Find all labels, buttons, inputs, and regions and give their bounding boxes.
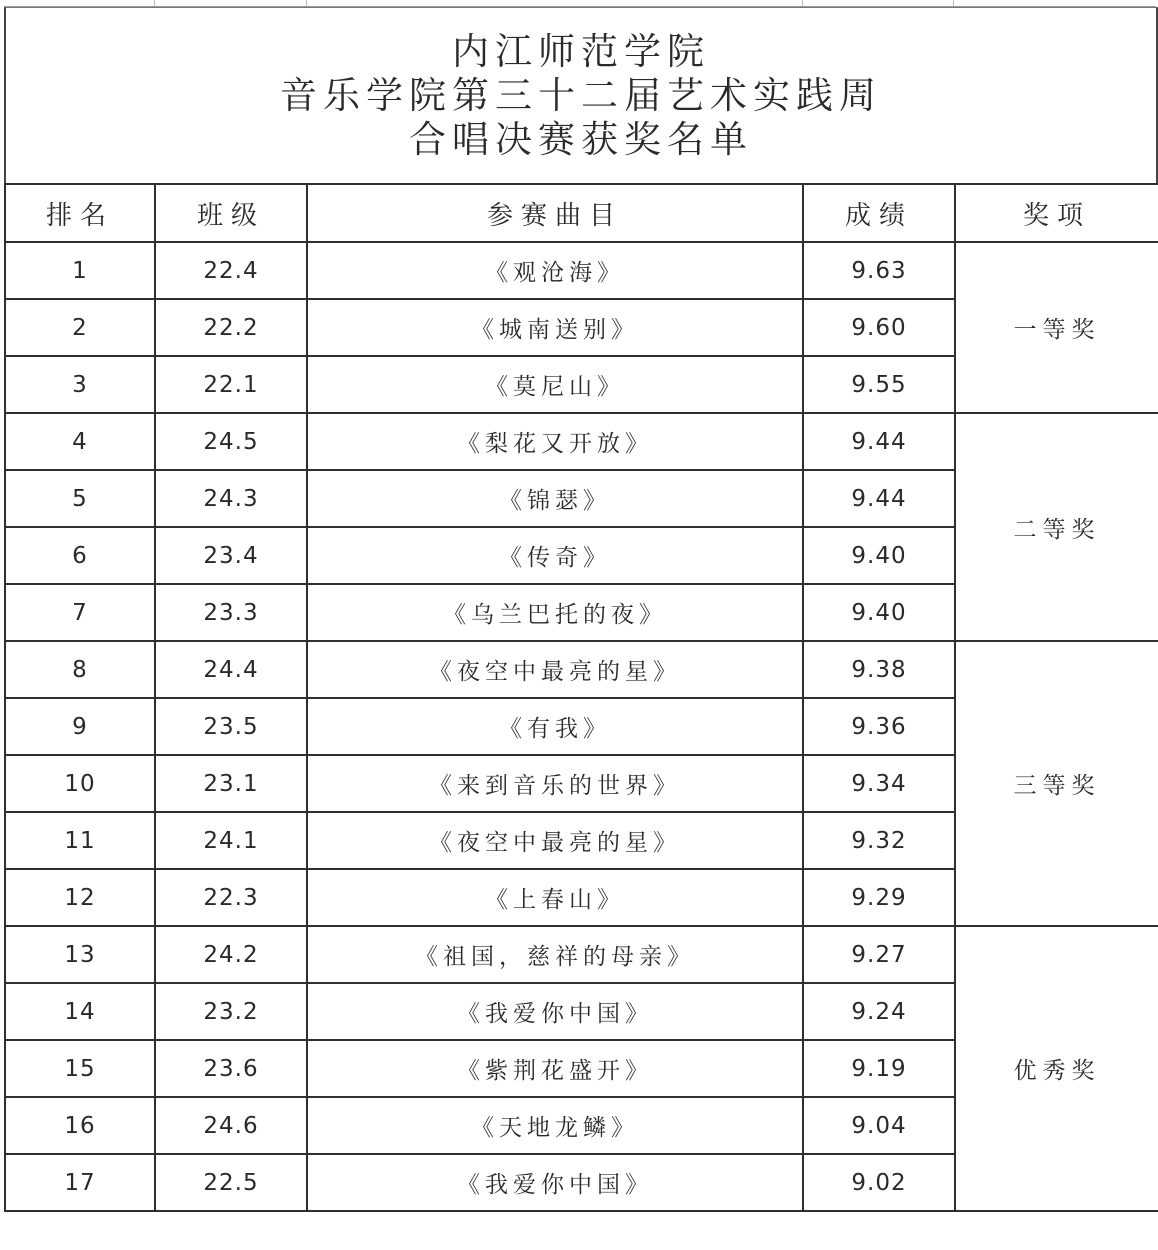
score-cell: 9.32 [803, 812, 955, 869]
document-title [4, 7, 1158, 184]
score-cell: 9.44 [803, 470, 955, 527]
column-tick [802, 0, 803, 6]
rank-cell: 3 [5, 356, 155, 413]
table-row [5, 926, 1158, 983]
song-cell: 《乌兰巴托的夜》 [307, 584, 803, 641]
rank-cell: 6 [5, 527, 155, 584]
score-cell: 9.29 [803, 869, 955, 926]
score-cell: 9.55 [803, 356, 955, 413]
class-cell: 24.2 [155, 926, 307, 983]
award-first: 一等奖 [955, 242, 1158, 413]
song-cell: 《锦瑟》 [307, 470, 803, 527]
class-cell: 22.4 [155, 242, 307, 299]
rank-cell: 13 [5, 926, 155, 983]
class-cell: 23.1 [155, 755, 307, 812]
song-cell: 《祖国，慈祥的母亲》 [307, 926, 803, 983]
score-cell: 9.34 [803, 755, 955, 812]
song-cell: 《上春山》 [307, 869, 803, 926]
song-cell: 《传奇》 [307, 527, 803, 584]
award-second: 二等奖 [955, 413, 1158, 641]
class-cell: 24.3 [155, 470, 307, 527]
class-cell: 23.6 [155, 1040, 307, 1097]
rank-cell: 1 [5, 242, 155, 299]
score-cell: 9.27 [803, 926, 955, 983]
class-cell: 22.1 [155, 356, 307, 413]
song-cell: 《夜空中最亮的星》 [307, 812, 803, 869]
class-cell: 23.2 [155, 983, 307, 1040]
rank-cell: 17 [5, 1154, 155, 1211]
class-cell: 24.4 [155, 641, 307, 698]
rank-cell: 16 [5, 1097, 155, 1154]
table-row [5, 641, 1158, 698]
results-table [4, 183, 1158, 1212]
score-cell: 9.40 [803, 584, 955, 641]
rank-cell: 10 [5, 755, 155, 812]
rank-cell: 15 [5, 1040, 155, 1097]
score-cell: 9.38 [803, 641, 955, 698]
header-class: 班级 [155, 184, 307, 242]
class-cell: 23.4 [155, 527, 307, 584]
award-excellence: 优秀奖 [955, 926, 1158, 1211]
song-cell: 《我爱你中国》 [307, 983, 803, 1040]
score-cell: 9.63 [803, 242, 955, 299]
award-third: 三等奖 [955, 641, 1158, 926]
rank-cell: 14 [5, 983, 155, 1040]
score-cell: 9.36 [803, 698, 955, 755]
rank-cell: 7 [5, 584, 155, 641]
song-cell: 《有我》 [307, 698, 803, 755]
score-cell: 9.44 [803, 413, 955, 470]
song-cell: 《观沧海》 [307, 242, 803, 299]
rank-cell: 9 [5, 698, 155, 755]
sheet-top-edge [4, 0, 1156, 7]
class-cell: 24.6 [155, 1097, 307, 1154]
class-cell: 22.2 [155, 299, 307, 356]
class-cell: 22.5 [155, 1154, 307, 1211]
score-cell: 9.60 [803, 299, 955, 356]
title-event: 音乐学院第三十二届艺术实践周 [280, 74, 882, 117]
title-list-name: 合唱决赛获奖名单 [409, 118, 753, 161]
class-cell: 24.1 [155, 812, 307, 869]
score-cell: 9.24 [803, 983, 955, 1040]
score-cell: 9.02 [803, 1154, 955, 1211]
table-row [5, 413, 1158, 470]
rank-cell: 11 [5, 812, 155, 869]
class-cell: 24.5 [155, 413, 307, 470]
class-cell: 23.5 [155, 698, 307, 755]
rank-cell: 2 [5, 299, 155, 356]
award-sheet [4, 0, 1156, 1250]
table-row [5, 242, 1158, 299]
song-cell: 《莫尼山》 [307, 356, 803, 413]
song-cell: 《我爱你中国》 [307, 1154, 803, 1211]
class-cell: 23.3 [155, 584, 307, 641]
column-tick [306, 0, 307, 6]
rank-cell: 4 [5, 413, 155, 470]
score-cell: 9.40 [803, 527, 955, 584]
header-row [5, 184, 1158, 242]
header-award: 奖项 [955, 184, 1158, 242]
score-cell: 9.04 [803, 1097, 955, 1154]
song-cell: 《梨花又开放》 [307, 413, 803, 470]
title-school: 内江师范学院 [452, 30, 710, 73]
class-cell: 22.3 [155, 869, 307, 926]
rank-cell: 8 [5, 641, 155, 698]
rank-cell: 5 [5, 470, 155, 527]
song-cell: 《来到音乐的世界》 [307, 755, 803, 812]
header-score: 成绩 [803, 184, 955, 242]
song-cell: 《夜空中最亮的星》 [307, 641, 803, 698]
header-song: 参赛曲目 [307, 184, 803, 242]
song-cell: 《城南送别》 [307, 299, 803, 356]
column-tick [953, 0, 954, 6]
score-cell: 9.19 [803, 1040, 955, 1097]
column-tick [154, 0, 155, 6]
song-cell: 《天地龙鳞》 [307, 1097, 803, 1154]
rank-cell: 12 [5, 869, 155, 926]
header-rank: 排名 [5, 184, 155, 242]
song-cell: 《紫荆花盛开》 [307, 1040, 803, 1097]
